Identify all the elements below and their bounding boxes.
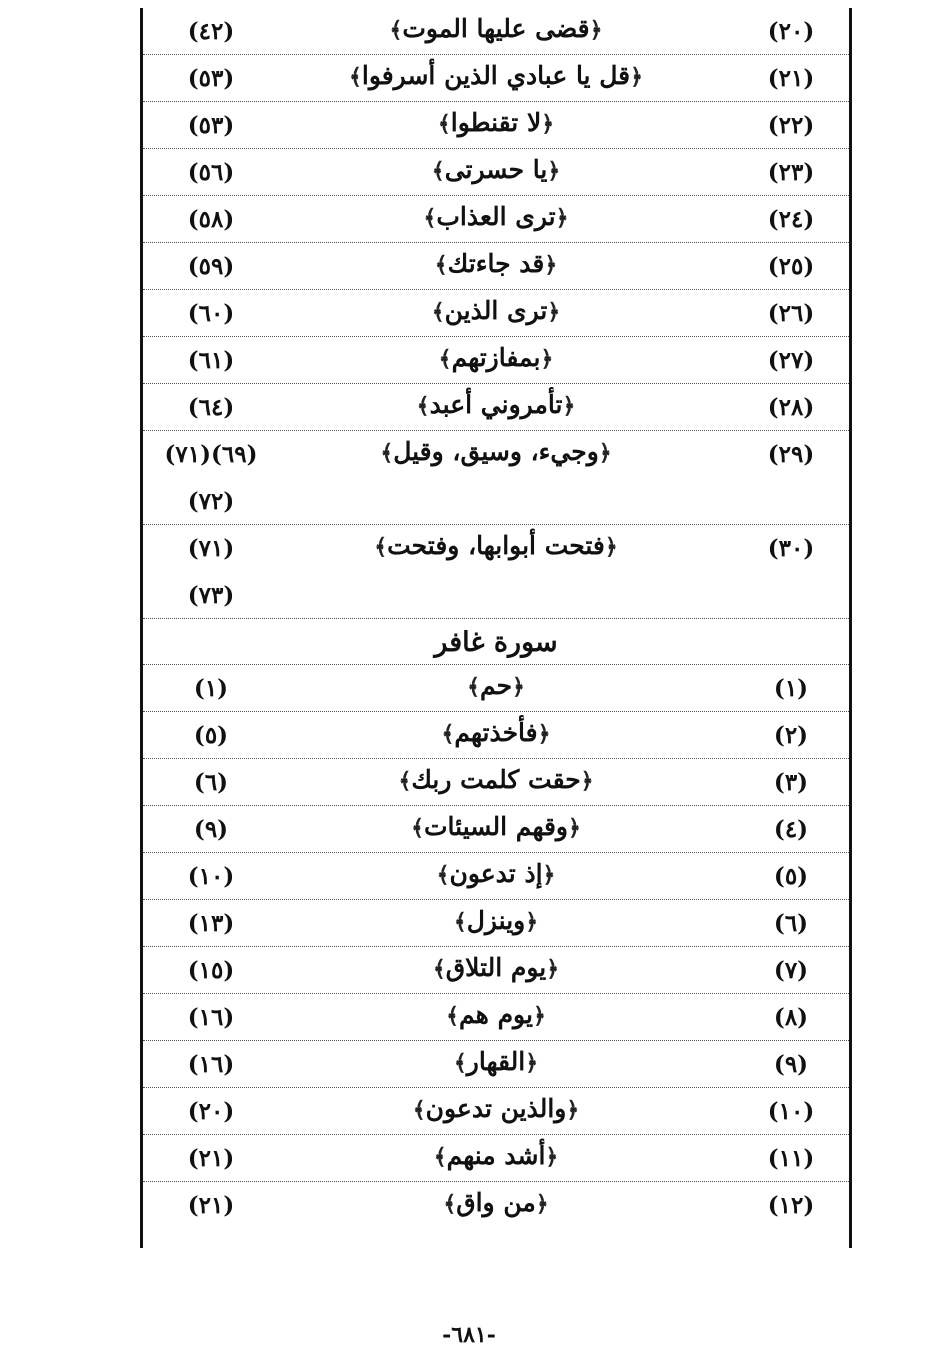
entry-number: (٢٤) — [767, 206, 815, 233]
phrase-text: لا تقنطوا — [450, 108, 542, 137]
table-row — [143, 149, 849, 196]
quran-phrase — [293, 953, 699, 982]
ornate-bracket-open-icon: ﴿ — [532, 1003, 546, 1029]
table-row — [143, 55, 849, 102]
quran-phrase — [293, 671, 699, 700]
phrase-text: قضى عليها الموت — [402, 14, 590, 43]
phrase-text: إذ تدعون — [449, 859, 543, 888]
ornate-bracket-close-icon: ﴾ — [453, 909, 467, 935]
phrase-text: يوم هم — [459, 1000, 533, 1029]
ornate-bracket-close-icon: ﴾ — [416, 393, 430, 419]
quran-phrase — [293, 343, 699, 372]
phrase-text: ترى الذين — [444, 296, 548, 325]
verse-reference: (٤٢) — [187, 18, 235, 45]
ornate-bracket-open-icon: ﴿ — [580, 768, 594, 794]
table-row — [143, 431, 849, 525]
quran-phrase — [293, 1000, 699, 1029]
quran-phrase — [293, 155, 699, 184]
quran-phrase — [293, 1141, 699, 1170]
table-row — [143, 525, 849, 619]
entry-number: (١٠) — [767, 1098, 815, 1125]
ornate-bracket-close-icon: ﴾ — [412, 1097, 426, 1123]
phrase-text: وينزل — [466, 906, 526, 935]
index-table — [140, 8, 852, 1248]
table-row — [143, 384, 849, 431]
entry-number: (١) — [773, 675, 809, 702]
ornate-bracket-open-icon: ﴿ — [535, 1191, 549, 1217]
ornate-bracket-open-icon: ﴿ — [555, 205, 569, 231]
table-row — [143, 1041, 849, 1088]
ornate-bracket-close-icon: ﴾ — [437, 111, 451, 137]
phrase-text: فتحت أبوابها، وفتحت — [387, 531, 605, 560]
phrase-text: فأخذتهم — [454, 718, 538, 747]
ornate-bracket-open-icon: ﴿ — [604, 534, 618, 560]
surah-heading: سورة غافر — [434, 627, 558, 658]
quran-phrase — [293, 812, 699, 841]
table-row — [143, 947, 849, 994]
ornate-bracket-close-icon: ﴾ — [453, 1050, 467, 1076]
quran-phrase — [293, 249, 699, 278]
quran-phrase — [293, 202, 699, 231]
ornate-bracket-open-icon: ﴿ — [630, 64, 643, 90]
verse-reference: (٩) — [193, 816, 229, 843]
verse-reference: (٥٩) — [187, 253, 235, 280]
quran-phrase — [293, 859, 699, 888]
verse-reference: (٦٩)(٧١) — [164, 441, 258, 468]
ornate-bracket-open-icon: ﴿ — [568, 815, 581, 841]
ornate-bracket-close-icon: ﴾ — [434, 252, 448, 278]
ornate-bracket-close-icon: ﴾ — [438, 346, 452, 372]
entry-number: (٢١) — [767, 65, 815, 92]
table-row — [143, 759, 849, 806]
quran-phrase — [293, 531, 699, 560]
entry-number: (٢٧) — [767, 347, 815, 374]
phrase-text: بمفازتهم — [451, 343, 541, 372]
quran-phrase — [293, 1188, 699, 1217]
table-row — [143, 8, 849, 55]
phrase-text: ترى العذاب — [436, 202, 556, 231]
ornate-bracket-open-icon: ﴿ — [512, 674, 525, 700]
ornate-bracket-close-icon: ﴾ — [411, 815, 424, 841]
entry-number: (٩) — [773, 1051, 809, 1078]
entry-number: (٢٣) — [767, 159, 815, 186]
verse-reference: (٧١) — [187, 535, 235, 562]
table-row — [143, 337, 849, 384]
phrase-text: قد جاءتك — [447, 249, 545, 278]
entry-number: (٨) — [773, 1004, 809, 1031]
phrase-text: حقت كلمت ربك — [411, 765, 581, 794]
ornate-bracket-close-icon: ﴾ — [431, 158, 445, 184]
phrase-text: أشد منهم — [446, 1141, 546, 1170]
ornate-bracket-open-icon: ﴿ — [589, 17, 603, 43]
verse-reference: (٦١) — [187, 347, 235, 374]
ornate-bracket-close-icon: ﴾ — [423, 205, 437, 231]
table-row — [143, 243, 849, 290]
ornate-bracket-open-icon: ﴿ — [525, 1050, 539, 1076]
entry-number: (٢٦) — [767, 300, 815, 327]
entry-number: (٧) — [773, 957, 809, 984]
ornate-bracket-close-icon: ﴾ — [380, 440, 394, 466]
table-row — [143, 196, 849, 243]
verse-reference: (١٦) — [187, 1051, 235, 1078]
ornate-bracket-open-icon: ﴿ — [542, 862, 556, 888]
verse-reference: (٢٠) — [187, 1098, 235, 1125]
phrase-text: قل يا عبادي الذين أسرفوا — [361, 61, 631, 90]
quran-phrase — [293, 1094, 699, 1123]
table-row — [143, 1088, 849, 1135]
ornate-bracket-open-icon: ﴿ — [547, 158, 561, 184]
ornate-bracket-close-icon: ﴾ — [436, 862, 450, 888]
ornate-bracket-open-icon: ﴿ — [544, 252, 558, 278]
entry-number: (٥) — [773, 863, 809, 890]
verse-reference: (٥٣) — [187, 65, 235, 92]
phrase-text: وقهم السيئات — [424, 812, 568, 841]
entry-number: (٢٨) — [767, 394, 815, 421]
ornate-bracket-close-icon: ﴾ — [431, 299, 445, 325]
verse-reference: (١٠) — [187, 863, 235, 890]
verse-reference: (٦٠) — [187, 300, 235, 327]
quran-phrase — [293, 765, 699, 794]
surah-heading-row — [143, 619, 849, 665]
verse-reference: (٥٨) — [187, 206, 235, 233]
quran-phrase — [293, 390, 699, 419]
verse-reference: (١٣) — [187, 910, 235, 937]
verse-reference: (١٥) — [187, 957, 235, 984]
ornate-bracket-open-icon: ﴿ — [545, 1144, 559, 1170]
verse-reference: (٢١) — [187, 1145, 235, 1172]
verse-reference-continued: (٧٣) — [187, 582, 235, 609]
verse-reference: (٥٣) — [187, 112, 235, 139]
entry-number: (٢٥) — [767, 253, 815, 280]
quran-phrase — [293, 906, 699, 935]
verse-reference: (١) — [193, 675, 229, 702]
ornate-bracket-close-icon: ﴾ — [398, 768, 412, 794]
phrase-text: القهار — [466, 1047, 526, 1076]
verse-reference: (٦) — [193, 769, 229, 796]
quran-phrase — [293, 437, 699, 466]
ornate-bracket-close-icon: ﴾ — [374, 534, 388, 560]
ornate-bracket-close-icon: ﴾ — [348, 64, 362, 90]
ornate-bracket-open-icon: ﴿ — [546, 956, 560, 982]
phrase-text: من واق — [456, 1188, 536, 1217]
entry-number: (٣) — [773, 769, 809, 796]
table-row — [143, 853, 849, 900]
verse-reference-continued: (٧٢) — [187, 488, 235, 515]
entry-number: (٣٠) — [767, 535, 815, 562]
ornate-bracket-open-icon: ﴿ — [525, 909, 539, 935]
phrase-text: يوم التلاق — [445, 953, 547, 982]
entry-number: (٤) — [773, 816, 809, 843]
verse-reference: (٢١) — [187, 1192, 235, 1219]
ornate-bracket-open-icon: ﴿ — [547, 299, 561, 325]
quran-phrase — [293, 108, 699, 137]
phrase-text: تأمروني أعبد — [429, 390, 563, 419]
ornate-bracket-open-icon: ﴿ — [541, 111, 555, 137]
verse-reference: (٦٤) — [187, 394, 235, 421]
phrase-text: وجيء، وسيق، وقيل — [393, 437, 599, 466]
table-row — [143, 806, 849, 853]
ornate-bracket-close-icon: ﴾ — [441, 721, 455, 747]
entry-number: (٢٩) — [767, 441, 815, 468]
ornate-bracket-close-icon: ﴾ — [467, 674, 480, 700]
verse-reference: (٥٦) — [187, 159, 235, 186]
ornate-bracket-close-icon: ﴾ — [446, 1003, 460, 1029]
table-row — [143, 900, 849, 947]
table-row — [143, 665, 849, 712]
ornate-bracket-close-icon: ﴾ — [432, 956, 446, 982]
ornate-bracket-open-icon: ﴿ — [537, 721, 551, 747]
phrase-text: والذين تدعون — [425, 1094, 567, 1123]
entry-number: (١٢) — [767, 1192, 815, 1219]
table-row — [143, 102, 849, 149]
table-row — [143, 712, 849, 759]
verse-reference: (٥) — [193, 722, 229, 749]
verse-reference: (١٦) — [187, 1004, 235, 1031]
entry-number: (٦) — [773, 910, 809, 937]
ornate-bracket-close-icon: ﴾ — [433, 1144, 447, 1170]
entry-number: (٢) — [773, 722, 809, 749]
ornate-bracket-open-icon: ﴿ — [598, 440, 612, 466]
ornate-bracket-close-icon: ﴾ — [443, 1191, 457, 1217]
entry-number: (١١) — [767, 1145, 815, 1172]
table-row — [143, 1182, 849, 1229]
quran-phrase — [293, 1047, 699, 1076]
quran-phrase — [293, 718, 699, 747]
entry-number: (٢٠) — [767, 18, 815, 45]
ornate-bracket-open-icon: ﴿ — [540, 346, 554, 372]
table-row — [143, 1135, 849, 1182]
ornate-bracket-open-icon: ﴿ — [566, 1097, 580, 1123]
quran-phrase — [293, 14, 699, 43]
phrase-text: يا حسرتى — [444, 155, 548, 184]
ornate-bracket-close-icon: ﴾ — [389, 17, 403, 43]
table-row — [143, 994, 849, 1041]
ornate-bracket-open-icon: ﴿ — [562, 393, 576, 419]
quran-phrase — [293, 296, 699, 325]
quran-phrase — [293, 61, 699, 90]
table-row — [143, 290, 849, 337]
phrase-text: حم — [479, 671, 513, 700]
page-number: -٦٨١- — [442, 1322, 496, 1348]
entry-number: (٢٢) — [767, 112, 815, 139]
